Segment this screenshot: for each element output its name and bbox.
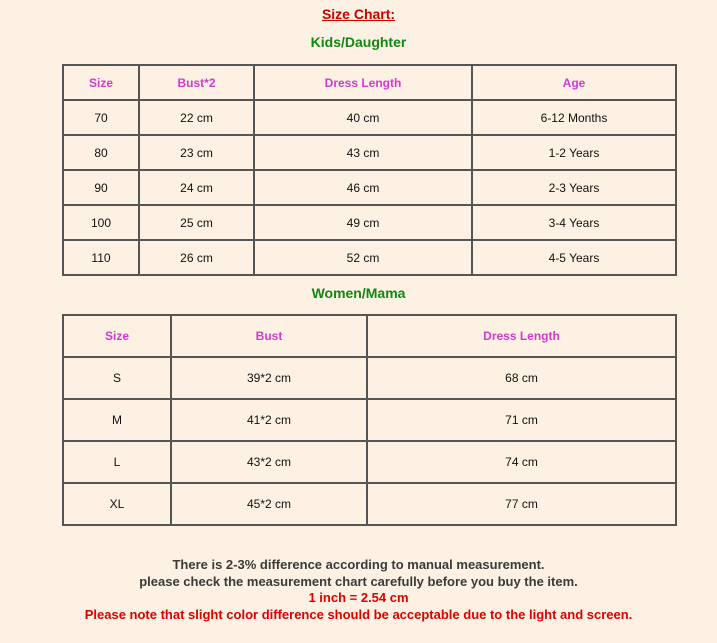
cell-size: 100 [63,205,139,240]
cell-dress-length: 71 cm [367,399,676,441]
table-row [63,205,676,240]
table-row [63,135,676,170]
table-row [63,357,676,399]
kids-size-table [62,64,677,276]
cell-dress-length: 46 cm [254,170,472,205]
table-row [63,240,676,275]
cell-age: 1-2 Years [472,135,676,170]
header-bust: Bust [171,315,367,357]
note-color-difference: Please note that slight color difference should be acceptable due to the light and screen. [84,606,633,622]
cell-size: M [63,399,171,441]
note-inch-conversion: 1 inch = 2.54 cm [308,590,409,605]
cell-age: 2-3 Years [472,170,676,205]
cell-age: 3-4 Years [472,205,676,240]
cell-bust: 43*2 cm [171,441,367,483]
header-bust: Bust*2 [139,65,254,100]
cell-size: S [63,357,171,399]
cell-bust: 24 cm [139,170,254,205]
cell-size: XL [63,483,171,525]
notes-block [0,557,717,623]
cell-age: 6-12 Months [472,100,676,135]
cell-dress-length: 77 cm [367,483,676,525]
cell-dress-length: 49 cm [254,205,472,240]
kids-section-title: Kids/Daughter [310,34,407,50]
table-row [63,170,676,205]
table-row [63,441,676,483]
table-row [63,399,676,441]
cell-bust: 39*2 cm [171,357,367,399]
cell-size: 70 [63,100,139,135]
cell-bust: 22 cm [139,100,254,135]
table-row [63,483,676,525]
table-row [63,100,676,135]
table-header-row [63,315,676,357]
note-measurement-difference: There is 2-3% difference according to manual measurement. [172,557,545,572]
women-size-table [62,314,677,526]
page-title: Size Chart: [321,6,396,22]
cell-bust: 45*2 cm [171,483,367,525]
cell-dress-length: 68 cm [367,357,676,399]
cell-bust: 23 cm [139,135,254,170]
cell-size: 80 [63,135,139,170]
header-size: Size [63,315,171,357]
cell-size: 90 [63,170,139,205]
header-age: Age [472,65,676,100]
cell-size: L [63,441,171,483]
cell-age: 4-5 Years [472,240,676,275]
cell-bust: 26 cm [139,240,254,275]
header-dress-length: Dress Length [254,65,472,100]
cell-dress-length: 52 cm [254,240,472,275]
cell-dress-length: 43 cm [254,135,472,170]
cell-bust: 25 cm [139,205,254,240]
header-size: Size [63,65,139,100]
note-check-chart: please check the measurement chart carefully before you buy the item. [139,573,578,589]
cell-dress-length: 40 cm [254,100,472,135]
cell-bust: 41*2 cm [171,399,367,441]
cell-size: 110 [63,240,139,275]
header-dress-length: Dress Length [367,315,676,357]
women-section-title: Women/Mama [311,285,406,301]
table-header-row [63,65,676,100]
cell-dress-length: 74 cm [367,441,676,483]
